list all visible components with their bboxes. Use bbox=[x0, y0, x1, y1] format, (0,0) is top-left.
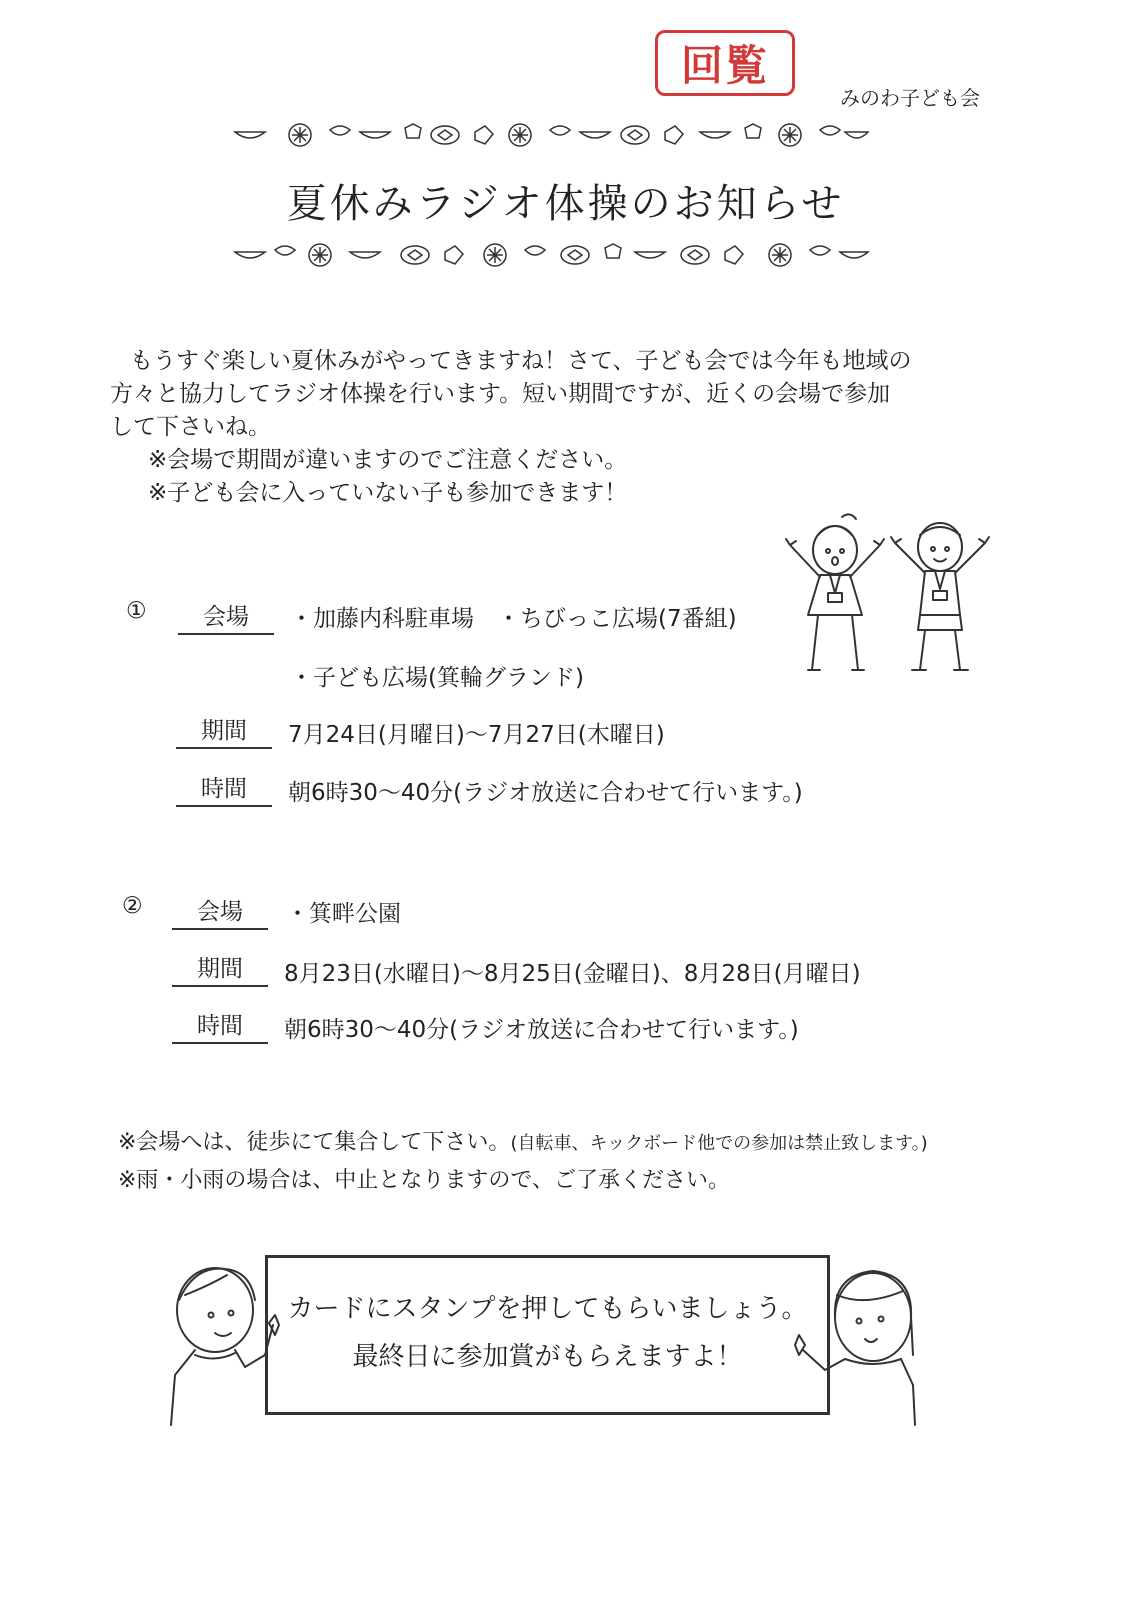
children-exercise-illustration bbox=[780, 505, 1000, 690]
footnote-walk-detail: (自転車、キックボード他での参加は禁止致します。) bbox=[510, 1133, 928, 1154]
girl-pointing-illustration bbox=[785, 1255, 920, 1430]
decorative-border-top bbox=[230, 120, 870, 150]
session-number: ① bbox=[126, 598, 147, 624]
stamp-card-message-box bbox=[265, 1255, 830, 1415]
venue-value: ・子ども広場(箕輪グランド) bbox=[290, 665, 584, 691]
venue-label: 会場 bbox=[172, 893, 268, 930]
intro-line: 方々と協力してラジオ体操を行います。短い期間ですが、近くの会場で参加 bbox=[110, 381, 891, 407]
period-label: 期間 bbox=[176, 712, 272, 749]
footnote-rain: ※雨・小雨の場合は、中止となりますので、ご了承ください。 bbox=[118, 1168, 730, 1193]
boy-pointing-illustration bbox=[165, 1255, 295, 1430]
venue-value: ・箕畔公園 bbox=[286, 901, 401, 927]
organization-name: みのわ子ども会 bbox=[840, 86, 980, 110]
period-value: 7月24日(月曜日)～7月27日(木曜日) bbox=[288, 722, 665, 748]
page-title: 夏休みラジオ体操のお知らせ bbox=[286, 181, 845, 227]
time-value: 朝6時30～40分(ラジオ放送に合わせて行います。) bbox=[288, 780, 803, 806]
venue-label: 会場 bbox=[178, 598, 274, 635]
session-number: ② bbox=[122, 893, 143, 919]
intro-line: もうすぐ楽しい夏休みがやってきますね！さて、子ども会では今年も地域の bbox=[130, 348, 912, 374]
venue-value: ・加藤内科駐車場 ・ちびっこ広場(7番組) bbox=[290, 606, 737, 632]
time-label: 時間 bbox=[172, 1007, 268, 1044]
card-message-line: カードにスタンプを押してもらいましょう。 bbox=[287, 1294, 808, 1324]
decorative-border-bottom bbox=[230, 240, 870, 270]
circulation-stamp: 回覧 bbox=[655, 30, 795, 96]
intro-line: して下さいね。 bbox=[110, 414, 271, 440]
period-label: 期間 bbox=[172, 950, 268, 987]
period-value: 8月23日(水曜日)～8月25日(金曜日)、8月28日(月曜日) bbox=[284, 961, 861, 987]
intro-note: ※会場で期間が違いますのでご注意ください。 bbox=[148, 447, 628, 473]
time-value: 朝6時30～40分(ラジオ放送に合わせて行います。) bbox=[284, 1017, 799, 1043]
time-label: 時間 bbox=[176, 770, 272, 807]
footnote-walk-text: ※会場へは、徒歩にて集合して下さい。 bbox=[118, 1130, 511, 1155]
intro-paragraph bbox=[110, 345, 970, 510]
card-message-line: 最終日に参加賞がもらえますよ！ bbox=[352, 1342, 743, 1372]
footnote-walk bbox=[118, 1125, 928, 1156]
intro-note: ※子ども会に入っていない子も参加できます！ bbox=[148, 480, 628, 506]
